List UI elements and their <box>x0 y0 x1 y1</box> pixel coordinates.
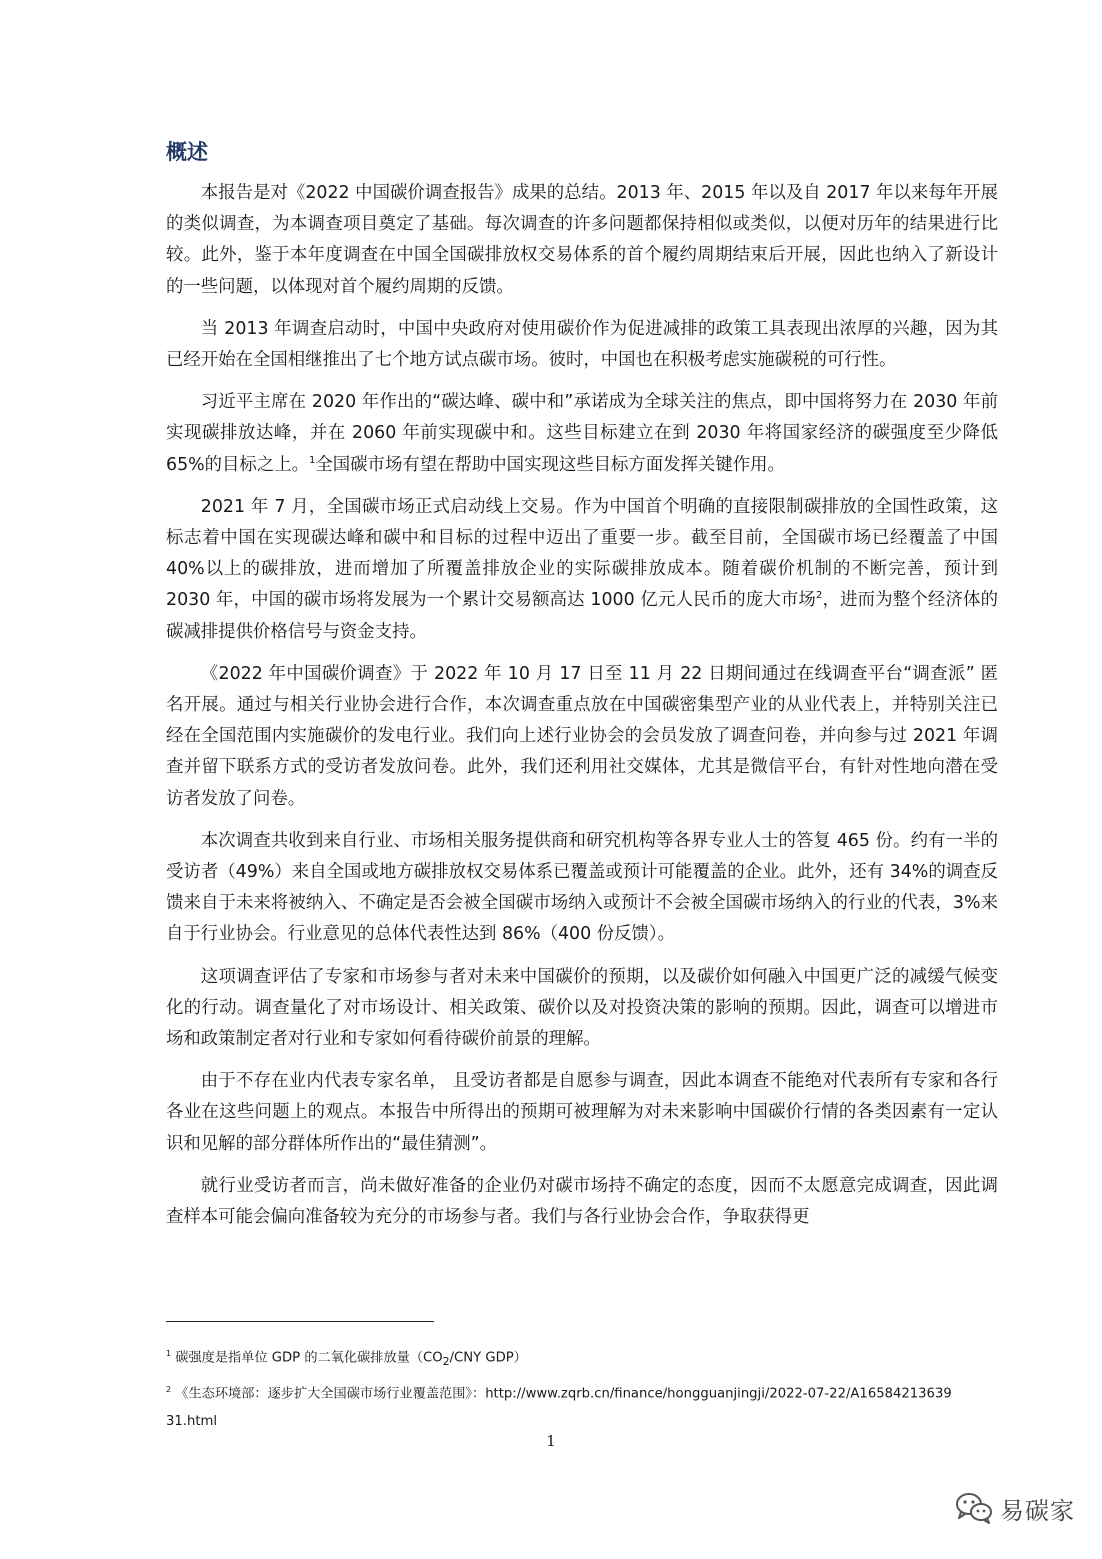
paragraph-3-part-b: 全国碳市场有望在帮助中国实现这些目标方面发挥关键作用。 <box>315 454 785 475</box>
footnote-ref-1[interactable]: 1 <box>309 454 316 466</box>
watermark-text: 易碳家 <box>1000 1496 1075 1525</box>
footnotes <box>166 1340 956 1436</box>
watermark <box>954 1488 1075 1528</box>
footnote-1-text-b: /CNY GDP） <box>449 1350 527 1366</box>
footnote-2-text[interactable]: 《生态环境部：逐步扩大全国碳市场行业覆盖范围》：http://www.zqrb.cn/finance/hongguanjingji/2022-07-22/A1658421363931.html <box>166 1386 952 1430</box>
paragraph-7: 这项调查评估了专家和市场参与者对未来中国碳价的预期，以及碳价如何融入中国更广泛的减缓气候变化的行动。调查量化了对市场设计、相关政策、碳价以及对投资决策的影响的预期。因此，调查可以增进市场和政策制定者对行业和专家如何看待碳价前景的理解。 <box>166 966 998 1050</box>
footnote-2 <box>166 1376 956 1436</box>
paragraph-4 <box>166 492 998 648</box>
paragraph-1: 本报告是对《2022 中国碳价调查报告》成果的总结。2013 年、2015 年以及自 2017 年以来每年开展的类似调查，为本调查项目奠定了基础。每次调查的许多问题都保持相似或类似，以便对历年的结果进行比较。此外，鉴于本年度调查在中国全国碳排放权交易体系的首个履约周期结束后开展，因此也纳入了新设计的一些问题，以体现对首个履约周期的反馈。 <box>166 183 998 297</box>
paragraph-4-part-a: 2021 年 7 月，全国碳市场正式启动线上交易。作为中国首个明确的直接限制碳排放的全国性政策，这标志着中国在实现碳达峰和碳中和目标的过程中迈出了重要一步。截至目前，全国碳市场已经覆盖了中国 40%以上的碳排放，进而增加了所覆盖排放企业的实际碳排放成本。随着碳价机制的不断完善，预计到 2030 年，中国的碳市场将发展为一个累计交易额高达 1000 亿元人民币的庞大市场 <box>166 496 998 611</box>
paragraph-6: 本次调查共收到来自行业、市场相关服务提供商和研究机构等各界专业人士的答复 465 份。约有一半的受访者（49%）来自全国或地方碳排放权交易体系已覆盖或预计可能覆盖的企业。此外，还有 34%的调查反馈来自于未来将被纳入、不确定是否会被全国碳市场纳入或预计不会被全国碳市场纳入的行业的代表，3%来自于行业协会。行业意见的总体代表性达到 86%（400 份反馈）。 <box>166 830 998 945</box>
paragraph-8: 由于不存在业内代表专家名单， 且受访者都是自愿参与调查，因此本调查不能绝对代表所有专家和各行各业在这些问题上的观点。本报告中所得出的预期可被理解为对未来影响中国碳价行情的各类因素有一定认识和见解的部分群体所作出的“最佳猜测”。 <box>166 1071 998 1154</box>
footnote-1-text-a: 碳强度是指单位 GDP 的二氧化碳排放量（CO <box>175 1350 443 1366</box>
footnote-1-subscript: 2 <box>442 1355 450 1369</box>
paragraph-3-part-a: 习近平主席在 2020 年作出的“碳达峰、碳中和”承诺成为全球关注的焦点，即中国将努力在 2030 年前实现碳排放达峰，并在 2060 年前实现碳中和。这些目标建立在到 2030 年将国家经济的碳强度至少降低 65%的目标之上。 <box>166 392 998 475</box>
footnote-1 <box>166 1340 956 1376</box>
section-heading: 概述 <box>166 140 208 164</box>
paragraph-3 <box>166 387 998 481</box>
footnote-divider <box>166 1321 434 1322</box>
paragraph-9: 就行业受访者而言，尚未做好准备的企业仍对碳市场持不确定的态度，因而不太愿意完成调查，因此调查样本可能会偏向准备较为充分的市场参与者。我们与各行业协会合作，争取获得更 <box>166 1175 998 1228</box>
wechat-icon <box>954 1491 994 1525</box>
body-text <box>166 178 998 1244</box>
paragraph-4-part-b: ，进而为整个经济体的碳减排提供价格信号与资金支持。 <box>166 590 998 642</box>
paragraph-5: 《2022 年中国碳价调查》于 2022 年 10 月 17 日至 11 月 22 日期间通过在线调查平台“调查派” 匿名开展。通过与相关行业协会进行合作，本次调查重点放在中国碳密集型产业的从业代表上，并特别关注已经在全国范围内实施碳价的发电行业。我们向上述行业协会的会员发放了调查问卷，并向参与过 2021 年调查并留下联系方式的受访者发放问卷。此外，我们还利用社交媒体，尤其是微信平台，有针对性地向潜在受访者发放了问卷。 <box>166 663 998 809</box>
footnote-ref-2[interactable]: 2 <box>816 590 823 602</box>
footnote-1-mark: 1 <box>166 1349 172 1358</box>
paragraph-2: 当 2013 年调查启动时，中国中央政府对使用碳价作为促进减排的政策工具表现出浓厚的兴趣，因为其已经开始在全国相继推出了七个地方试点碳市场。彼时，中国也在积极考虑实施碳税的可行性。 <box>166 318 998 371</box>
page-number: 1 <box>546 1432 556 1450</box>
footnote-2-mark: 2 <box>166 1385 172 1395</box>
